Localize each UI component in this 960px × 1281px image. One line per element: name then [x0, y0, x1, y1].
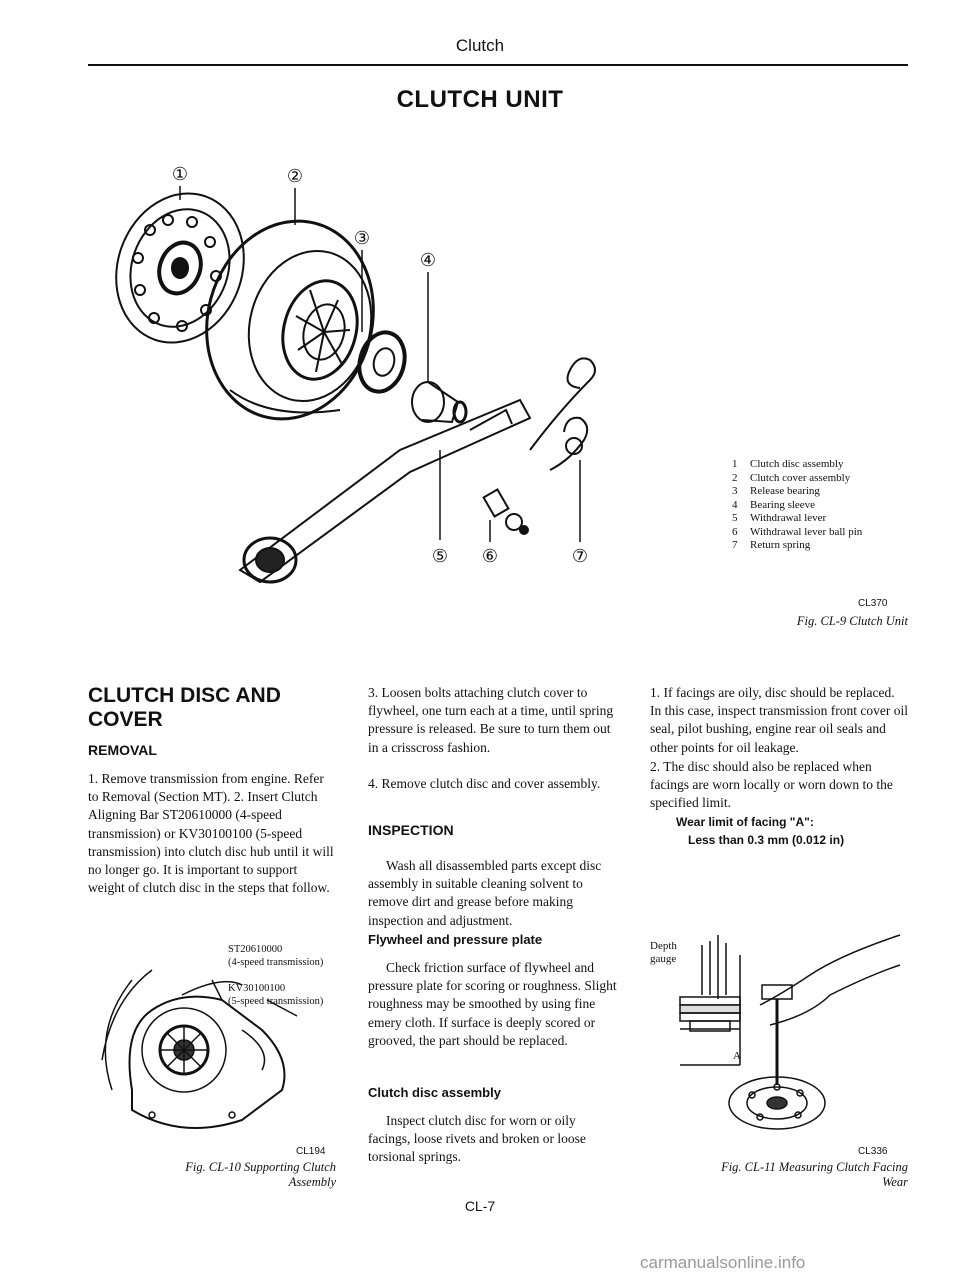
tool2-note: (5-speed transmission) — [228, 996, 324, 1007]
wear-limit-value: Less than 0.3 mm (0.012 in) — [688, 833, 845, 847]
callout-5: ⑤ — [431, 546, 449, 566]
return-spring-drawing — [530, 358, 595, 470]
clutch-disc-drawing — [110, 175, 264, 360]
clutch-unit-diagram — [110, 150, 670, 590]
tool1-code: ST20610000 — [228, 944, 283, 955]
callout-4: ④ — [419, 250, 437, 270]
measuring-facing-diagram — [650, 925, 908, 1140]
section-heading: CLUTCH DISC AND COVER — [88, 684, 281, 731]
callout-3: ③ — [353, 228, 371, 248]
figure-legend: 1 Clutch disc assembly 2 Clutch cover assembly 3 Release bearing 4 Bearing sleeve 5 Withdrawal lever 6 Withdrawal lever ball pin 7 Return spring — [732, 458, 863, 551]
callout-7: ⑦ — [571, 546, 589, 566]
watermark: carmanualsonline.info — [640, 1253, 806, 1272]
tool1-note: (4-speed transmission) — [228, 957, 324, 968]
flywheel-text: Check friction surface of flywheel and pressure plate for scoring or roughness. Slight roughness may be smoothed by using fine emery cloth. If surface is deeply scored or grooved, the part should be replaced. — [368, 960, 617, 1048]
wear-limit-label: Wear limit of facing "A": — [676, 815, 814, 829]
removal-text: 1. Remove transmission from engine. Refer to Removal (Section MT). 2. Insert Clutch Aligning Bar ST20610000 (4-speed transmission) or KV30100100 (5-speed transmission) into clutch disc hub until it will no longer go. It is important to support weight of clutch disc in the steps that follow. — [88, 771, 334, 896]
section-header: Clutch — [455, 36, 505, 55]
callout-1: ① — [171, 164, 189, 184]
figure11-caption: Fig. CL-11 Measuring Clutch Facing Wear — [721, 1160, 908, 1189]
header-rule — [88, 64, 908, 66]
item-2: 2. The disc should also be replaced when facings are worn locally or worn down to the specified limit. — [650, 759, 893, 811]
page-title: CLUTCH UNIT — [396, 86, 564, 113]
step-4: 4. Remove clutch disc and cover assembly. — [368, 776, 601, 791]
disc-assembly-text: Inspect clutch disc for worn or oily facings, loose rivets and broken or loose torsional springs. — [368, 1113, 586, 1165]
figure9-caption: Fig. CL-9 Clutch Unit — [796, 614, 908, 628]
figure10-caption: Fig. CL-10 Supporting Clutch Assembly — [185, 1160, 336, 1189]
step-3: 3. Loosen bolts attaching clutch cover to flywheel, one turn each at a time, until spring pressure is released. Be sure to turn them out in a crisscross fashion. — [368, 685, 614, 755]
bearing-sleeve-drawing — [412, 382, 466, 422]
removal-heading: REMOVAL — [88, 742, 157, 758]
figure11-code: CL336 — [858, 1146, 888, 1157]
a-label: A — [733, 1050, 741, 1062]
callout-2: ② — [286, 166, 304, 186]
tool2-code: KV30100100 — [228, 983, 286, 994]
callout-6: ⑥ — [481, 546, 499, 566]
disc-assembly-heading: Clutch disc assembly — [368, 1085, 501, 1100]
page-number: CL-7 — [464, 1198, 496, 1214]
figure9-code: CL370 — [858, 598, 888, 609]
depth-gauge-label: Depth gauge — [650, 940, 677, 965]
figure10-code: CL194 — [296, 1146, 326, 1157]
flywheel-heading: Flywheel and pressure plate — [368, 932, 543, 947]
inspection-heading: INSPECTION — [368, 822, 454, 838]
inspection-text: Wash all disassembled parts except disc assembly in suitable cleaning solvent to remove dirt and grease before making inspection and adjustment. — [368, 858, 602, 928]
item-1: 1. If facings are oily, disc should be replaced. In this case, inspect transmission front cover oil seal, pilot bushing, engine rear oil seals and other points for oil leakage. — [650, 685, 908, 755]
